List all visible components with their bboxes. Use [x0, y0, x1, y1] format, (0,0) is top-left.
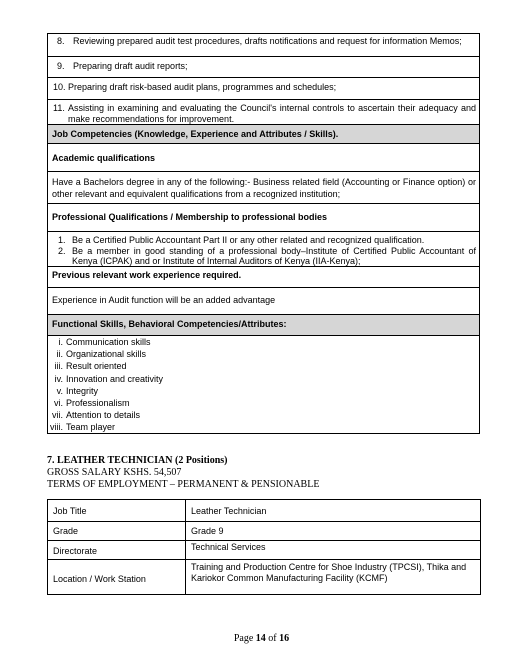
functional-list [48, 336, 481, 434]
competencies-heading: Job Competencies (Knowledge, Experience and Attributes / Skills). [48, 124, 479, 143]
duty-item-9 [48, 56, 479, 77]
page-footer [0, 633, 523, 645]
list-item: vii. Attention to details [52, 410, 141, 421]
page-of: of [265, 633, 280, 644]
professional-list [48, 231, 479, 266]
duty-item-10 [48, 77, 479, 99]
item-text: Be a member in good standing of a professional body–Institute of Certified Public Accountant of Kenya (ICPAK) and or Institute of Internal Auditors of Kenya (IIA-Kenya); [72, 245, 476, 266]
list-item: iii. Result oriented [54, 361, 127, 372]
job-requirements-table [47, 33, 480, 434]
table-row [48, 500, 481, 522]
list-item: v. Integrity [56, 385, 99, 396]
duty-item-11 [48, 99, 479, 124]
academic-heading: Academic qualifications [48, 143, 479, 171]
row-key: Directorate [48, 541, 186, 560]
table-row [48, 560, 481, 595]
row-value: Leather Technician [186, 500, 481, 522]
experience-text: Experience in Audit function will be an added advantage [48, 287, 479, 314]
list-item: ii. Organizational skills [56, 349, 147, 360]
item-number: 1. [58, 235, 66, 245]
position-details-table [47, 499, 481, 595]
duty-item-8 [48, 34, 479, 56]
page-label: Page [233, 633, 256, 644]
row-value: Grade 9 [186, 522, 481, 541]
row-key: Grade [48, 522, 186, 541]
item-number: 10. [53, 82, 66, 92]
terms-of-employment: TERMS OF EMPLOYMENT – PERMANENT & PENSIONABLE [47, 479, 320, 490]
section-title: 7. LEATHER TECHNICIAN (2 Positions) [47, 455, 228, 466]
item-text: Reviewing prepared audit test procedures, drafts notifications and request for information Memos; [73, 36, 462, 46]
item-text: Be a Certified Public Accountant Part II or any other related and recognized qualification. [72, 235, 425, 245]
item-text: Assisting in examining and evaluating the Council's internal controls to ascertain their adequacy and make recommendations for improvement. [68, 103, 476, 124]
table-row [48, 541, 481, 560]
page-number: 14 [255, 633, 266, 644]
gross-salary: GROSS SALARY KSHS. 54,507 [47, 467, 182, 478]
item-number: 9. [57, 61, 65, 71]
professional-heading: Professional Qualifications / Membership to professional bodies [48, 203, 479, 231]
list-item: iv. Innovation and creativity [54, 373, 164, 384]
item-text: Preparing draft risk-based audit plans, programmes and schedules; [68, 82, 337, 92]
list-item: vi. Professionalism [54, 398, 130, 409]
list-item: i. Communication skills [58, 337, 151, 347]
item-number: 2. [58, 245, 66, 256]
item-number: 8. [57, 36, 65, 46]
row-key: Location / Work Station [48, 560, 186, 595]
item-number: 11. [53, 103, 65, 113]
functional-heading: Functional Skills, Behavioral Competencies/Attributes: [48, 314, 479, 335]
row-value: Training and Production Centre for Shoe Industry (TPCSI), Thika and Kariokor Common Manufacturing Facility (KCMF) [186, 560, 481, 595]
table-row [48, 522, 481, 541]
row-value: Technical Services [186, 541, 481, 560]
item-text: Preparing draft audit reports; [73, 61, 188, 71]
row-key: Job Title [48, 500, 186, 522]
page-total: 16 [279, 633, 290, 644]
list-item: viii. Team player [50, 422, 116, 433]
experience-heading: Previous relevant work experience required. [48, 266, 479, 287]
academic-text: Have a Bachelors degree in any of the following:- Business related field (Accounting or Finance option) or other relevant and equivalent qualifications from a recognized institution; [48, 171, 479, 203]
